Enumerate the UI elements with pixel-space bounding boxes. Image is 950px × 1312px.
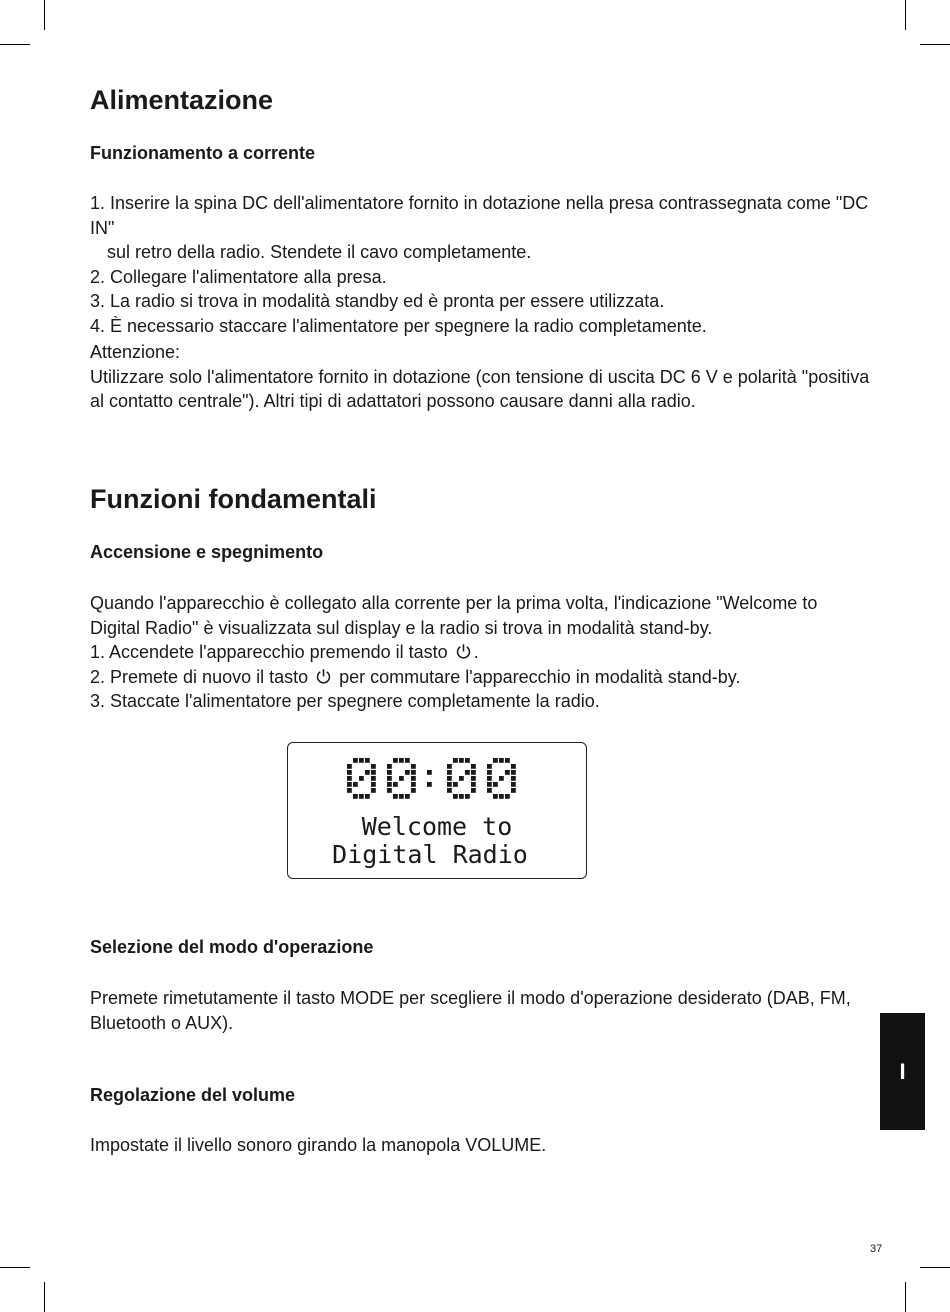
lcd-pixel [505,758,510,763]
lcd-pixel [405,794,410,799]
step-item: 4. È necessario staccare l'alimentatore per spegnere la radio completamente. [90,315,707,336]
crop-mark [0,44,30,45]
lcd-pixel [447,782,452,787]
lcd-pixel [399,758,404,763]
lcd-pixel [465,770,470,775]
lcd-pixel [447,764,452,769]
on-off-instructions [90,591,870,714]
lcd-pixel [511,788,516,793]
step-item [90,665,870,690]
lcd-pixel [459,776,464,781]
lcd-pixel [411,788,416,793]
crop-mark [905,0,906,30]
lcd-pixel [365,758,370,763]
lcd-pixel [465,758,470,763]
lcd-pixel [447,776,452,781]
step-item: 1. Inserire la spina DC dell'alimentatore fornito in dotazione nella presa contrassegnata come "DC IN" [90,193,869,238]
lcd-pixel [493,794,498,799]
lcd-pixel [365,794,370,799]
lcd-pixel [487,782,492,787]
warning-label: Attenzione: [90,342,181,362]
lcd-pixel [393,782,398,787]
lcd-pixel [353,794,358,799]
power-icon [315,668,332,685]
lcd-pixel [427,770,432,775]
lcd-pixel [453,794,458,799]
crop-mark [0,1267,30,1268]
power-steps-list [90,191,870,338]
lcd-pixel [347,770,352,775]
step-text-end: per commutare l'apparecchio in modalità stand-by. [339,666,741,687]
subtitle-mode: Selezione del modo d'operazione [90,937,374,957]
lcd-pixel [447,788,452,793]
lcd-pixel [405,770,410,775]
warning-note [90,340,870,414]
lcd-pixel [411,782,416,787]
lcd-pixel [347,776,352,781]
lcd-pixel [411,770,416,775]
step-text-end: . [473,642,479,662]
lcd-pixel [371,770,376,775]
lcd-pixel [399,794,404,799]
lcd-pixel [371,788,376,793]
step-item [90,640,870,665]
lcd-pixel [387,764,392,769]
lcd-pixel [499,758,504,763]
lcd-pixel [411,776,416,781]
step-text: 1. Accendete l'apparecchio premendo il tasto [90,642,448,662]
lcd-time [347,758,516,799]
lcd-pixel [347,782,352,787]
step-text: 2. Premete di nuovo il tasto [90,666,309,687]
subtitle-volume: Regolazione del volume [90,1085,296,1105]
lcd-pixel [505,770,510,775]
lcd-pixel [511,770,516,775]
lcd-pixel [511,764,516,769]
lcd-pixel [511,782,516,787]
lcd-pixel [471,764,476,769]
section-title-funzioni: Funzioni fondamentali [90,484,377,514]
step-item-continued: sul retro della radio. Stendete il cavo completamente. [107,242,532,262]
lcd-pixel [487,770,492,775]
lcd-pixel [487,788,492,793]
volume-text: Impostate il livello sonoro girando la manopola VOLUME. [90,1135,547,1155]
lcd-pixel [393,758,398,763]
mode-text: Premete rimetutamente il tasto MODE per scegliere il modo d'operazione desiderato (DAB, FM, Bluetooth o AUX). [90,988,851,1033]
lcd-pixel [359,776,364,781]
intro-text: Quando l'apparecchio è collegato alla corrente per la prima volta, l'indicazione "Welcome to Digital Radio" è visualizzata sul display e la radio si trova in modalità stand-by. [90,593,818,638]
lcd-pixel [427,782,432,787]
step-item: 2. Collegare l'alimentatore alla presa. [90,266,387,287]
crop-mark [44,0,45,30]
lcd-display [287,742,587,879]
lcd-pixel [471,776,476,781]
warning-text: Utilizzare solo l'alimentatore fornito in dotazione (con tensione di uscita DC 6 V e polarità "positiva al contatto centrale"). Altri tipi di adattatori possono causare danni alla radio. [90,366,870,411]
lcd-pixel [487,764,492,769]
step-item: 3. La radio si trova in modalità standby ed è pronta per essere utilizzata. [90,291,665,311]
lcd-pixel [511,776,516,781]
lcd-pixel [371,764,376,769]
lcd-pixel [365,770,370,775]
lcd-pixel [347,764,352,769]
lcd-pixel [347,788,352,793]
lcd-pixel [353,758,358,763]
lcd-pixel [387,770,392,775]
lcd-pixel [387,788,392,793]
crop-mark [44,1282,45,1312]
lcd-pixel [405,758,410,763]
lcd-pixel [353,782,358,787]
crop-mark [905,1282,906,1312]
lcd-pixel [371,782,376,787]
lcd-pixel [471,788,476,793]
subtitle-accensione: Accensione e spegnimento [90,542,324,562]
lcd-pixel [487,776,492,781]
lcd-pixel [493,782,498,787]
lcd-line-1: Welcome to [361,812,513,841]
lcd-pixel [447,770,452,775]
language-tab: I [880,1013,925,1130]
power-icon [455,643,472,660]
lcd-pixel [359,758,364,763]
page-number: 37 [870,1243,883,1255]
lcd-pixel [393,794,398,799]
lcd-pixel [371,776,376,781]
lcd-pixel [465,794,470,799]
crop-mark [920,44,950,45]
lcd-pixel [387,776,392,781]
subtitle-funzionamento: Funzionamento a corrente [90,143,316,163]
lcd-pixel [399,776,404,781]
section-title-alimentazione: Alimentazione [90,85,274,115]
lcd-pixel [459,758,464,763]
lcd-pixel [471,770,476,775]
lcd-pixel [505,794,510,799]
lcd-pixel [459,794,464,799]
lcd-pixel [411,764,416,769]
lcd-pixel [493,758,498,763]
lcd-pixel [499,794,504,799]
lcd-pixel [359,794,364,799]
lcd-pixel [453,782,458,787]
crop-mark [920,1267,950,1268]
lcd-pixel [387,782,392,787]
lcd-line-2: Digital Radio [332,840,528,869]
lcd-pixel [471,782,476,787]
step-item: 3. Staccate l'alimentatore per spegnere completamente la radio. [90,691,600,711]
lcd-pixel [499,776,504,781]
lcd-pixel [453,758,458,763]
